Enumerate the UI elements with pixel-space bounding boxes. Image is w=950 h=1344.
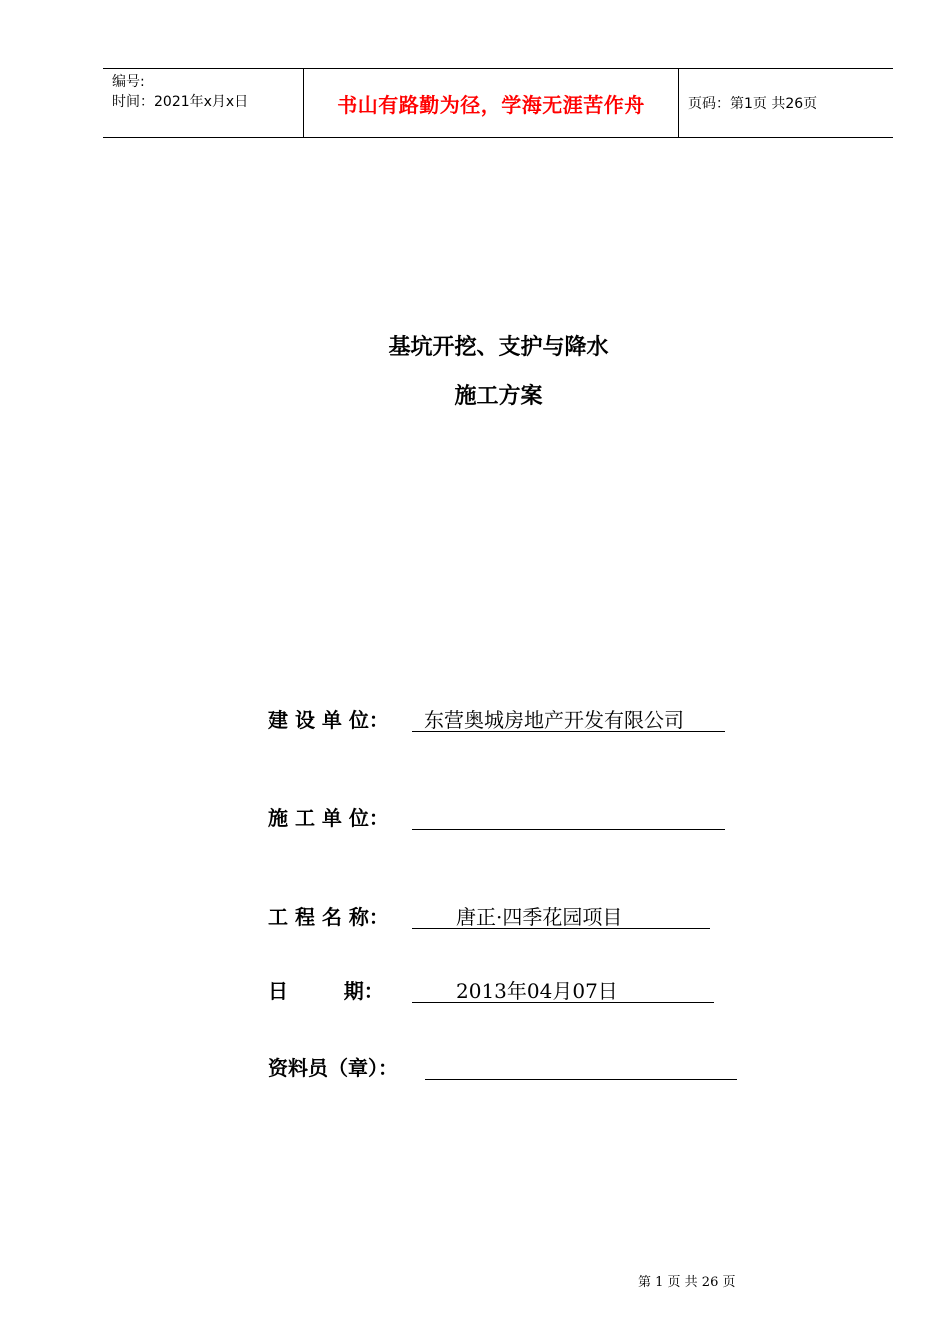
contractor-label: 施 工 单 位： <box>268 806 389 830</box>
document-code-label: 编号: <box>112 74 145 90</box>
contractor-underline <box>412 802 725 830</box>
builder-value: 东营奥城房地产开发有限公司 <box>424 708 684 732</box>
header-right-cell <box>679 69 893 137</box>
archivist-underline <box>425 1052 737 1080</box>
date-label-text: 日 期： <box>268 979 384 1003</box>
archivist-label: 资料员（章）： <box>268 1056 398 1080</box>
motto-text: 书山有路勤为径，学海无涯苦作舟 <box>337 92 645 117</box>
builder-label: 建 设 单 位： <box>268 708 389 732</box>
page-code-label: 页码：第1页 共26页 <box>688 96 818 112</box>
header-left-cell <box>103 69 303 137</box>
page-footer: 第 1 页 共 26 页 <box>638 1275 736 1290</box>
date-label <box>268 975 404 1004</box>
header-motto-cell <box>303 69 679 137</box>
project-value: 唐正·四季花园项目 <box>456 905 623 929</box>
page-header <box>103 68 893 138</box>
date-value: 2013年04月07日 <box>456 979 618 1003</box>
document-subtitle: 施工方案 <box>454 383 543 409</box>
project-label: 工 程 名 称： <box>268 905 389 929</box>
document-title: 基坑开挖、支护与降水 <box>388 334 609 360</box>
document-time-label: 时间：2021年x月x日 <box>112 94 249 110</box>
